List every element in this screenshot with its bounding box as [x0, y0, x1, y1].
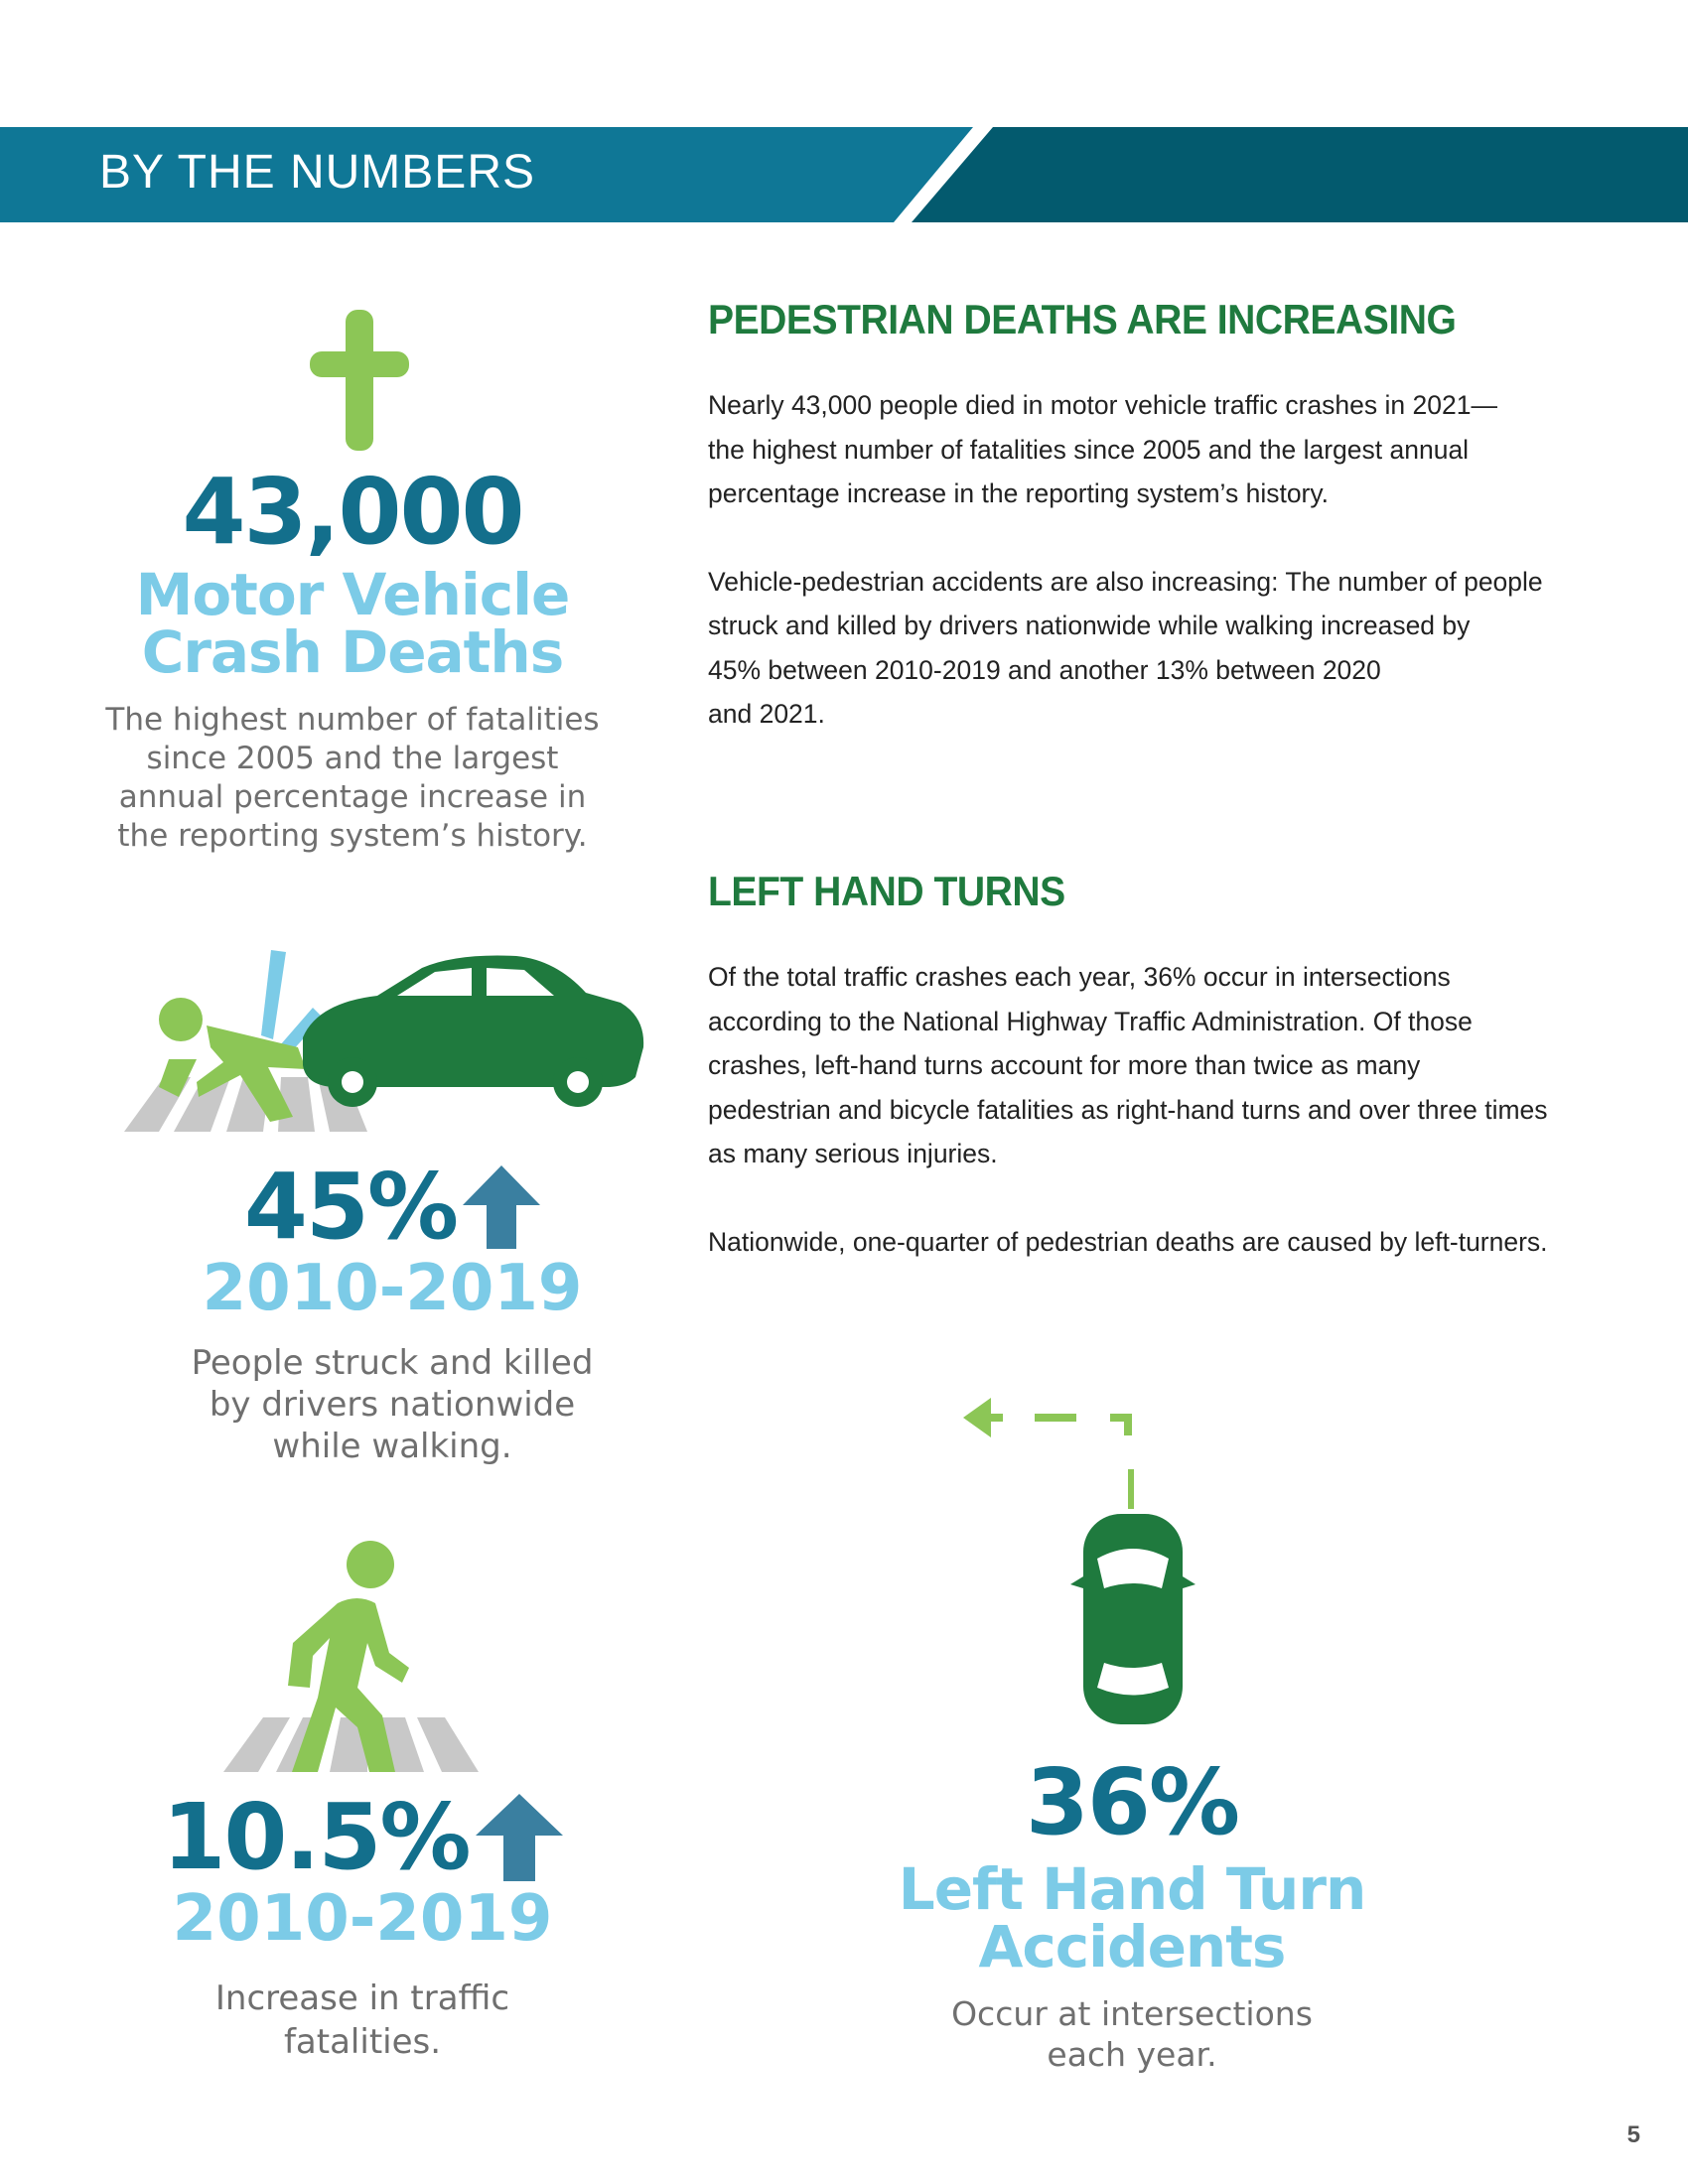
left-hand-turns-paragraph-line: crashes, left-hand turns account for more than twice as many: [708, 1050, 1421, 1080]
traffic-fatalities-years: 2010-2019: [172, 1882, 553, 1956]
pedestrian-struck-desc-line: while walking.: [272, 1427, 512, 1466]
traffic-fatalities-desc-line: Increase in traffic: [214, 1979, 510, 2018]
crash-deaths-desc-line: the reporting system’s history.: [117, 818, 588, 854]
pedestrian-deaths-paragraph-line: and 2021.: [708, 699, 825, 729]
crash-deaths-label-2: Crash Deaths: [141, 618, 564, 686]
header-banner: [0, 127, 1688, 222]
grave-cross-icon: [310, 310, 409, 451]
pedestrian-deaths-paragraph-line: Vehicle-pedestrian accidents are also increasing: The number of people: [708, 566, 1543, 597]
pedestrian-deaths-section: [708, 296, 1602, 737]
pedestrian-struck-number: 45%: [243, 1154, 458, 1260]
page-title: BY THE NUMBERS: [99, 146, 535, 199]
crash-deaths-label-1: Motor Vehicle: [135, 561, 570, 628]
crash-deaths-desc-line: annual percentage increase in: [118, 779, 587, 815]
left-turn-stat: [874, 1749, 1390, 2075]
left-hand-turns-paragraph-line: Nationwide, one-quarter of pedestrian deaths are caused by left-turners.: [708, 1226, 1548, 1257]
pedestrian-deaths-paragraph-line: 45% between 2010-2019 and another 13% between 2020: [708, 654, 1381, 685]
traffic-fatalities-number: 10.5%: [162, 1784, 470, 1890]
pedestrian-deaths-heading: PEDESTRIAN DEATHS ARE INCREASING: [708, 296, 1457, 342]
pedestrian-struck-years: 2010-2019: [202, 1252, 583, 1325]
left-hand-turns-paragraph-line: as many serious injuries.: [708, 1139, 998, 1168]
arrow-up-icon: [476, 1794, 563, 1881]
left-turn-label-2: Accidents: [978, 1913, 1286, 1980]
left-turn-desc-line: each year.: [1047, 2035, 1217, 2074]
left-hand-turns-paragraph-line: pedestrian and bicycle fatalities as right-hand turns and over three times: [708, 1094, 1548, 1125]
left-turn-label-1: Left Hand Turn: [898, 1855, 1366, 1923]
left-hand-turns-section: [708, 868, 1602, 1264]
page-number: 5: [1626, 2121, 1640, 2148]
arrow-up-icon: [463, 1165, 540, 1249]
crash-deaths-stat: [89, 459, 616, 856]
pedestrian-deaths-paragraph-line: Nearly 43,000 people died in motor vehicle traffic crashes in 2021—: [708, 390, 1497, 420]
crash-deaths-number: 43,000: [182, 459, 523, 565]
traffic-fatalities-desc-line: fatalities.: [283, 2022, 442, 2062]
left-turn-number: 36%: [1025, 1749, 1239, 1855]
left-hand-turns-paragraph-line: Of the total traffic crashes each year, 36% occur in intersections: [708, 962, 1451, 992]
pedestrian-hit-by-car-icon: [119, 948, 655, 1137]
crash-deaths-desc-line: since 2005 and the largest: [146, 741, 559, 776]
left-turn-desc-line: Occur at intersections: [951, 1994, 1313, 2033]
pedestrian-struck-desc-line: by drivers nationwide: [209, 1385, 576, 1425]
crash-deaths-desc-line: The highest number of fatalities: [105, 702, 600, 738]
traffic-fatalities-stat: [119, 1784, 606, 2064]
left-turn-car-icon: [953, 1390, 1201, 1727]
left-hand-turns-paragraph-line: according to the National Highway Traffic Administration. Of those: [708, 1006, 1473, 1036]
pedestrian-struck-stat: [149, 1154, 635, 1467]
pedestrian-deaths-paragraph-line: the highest number of fatalities since 2005 and the largest annual: [708, 434, 1470, 465]
left-hand-turns-heading: LEFT HAND TURNS: [708, 868, 1065, 914]
walking-pedestrian-icon: [218, 1539, 487, 1777]
pedestrian-deaths-paragraph-line: struck and killed by drivers nationwide while walking increased by: [708, 611, 1471, 640]
pedestrian-struck-desc-line: People struck and killed: [191, 1343, 594, 1383]
pedestrian-deaths-paragraph-line: percentage increase in the reporting system’s history.: [708, 478, 1330, 508]
